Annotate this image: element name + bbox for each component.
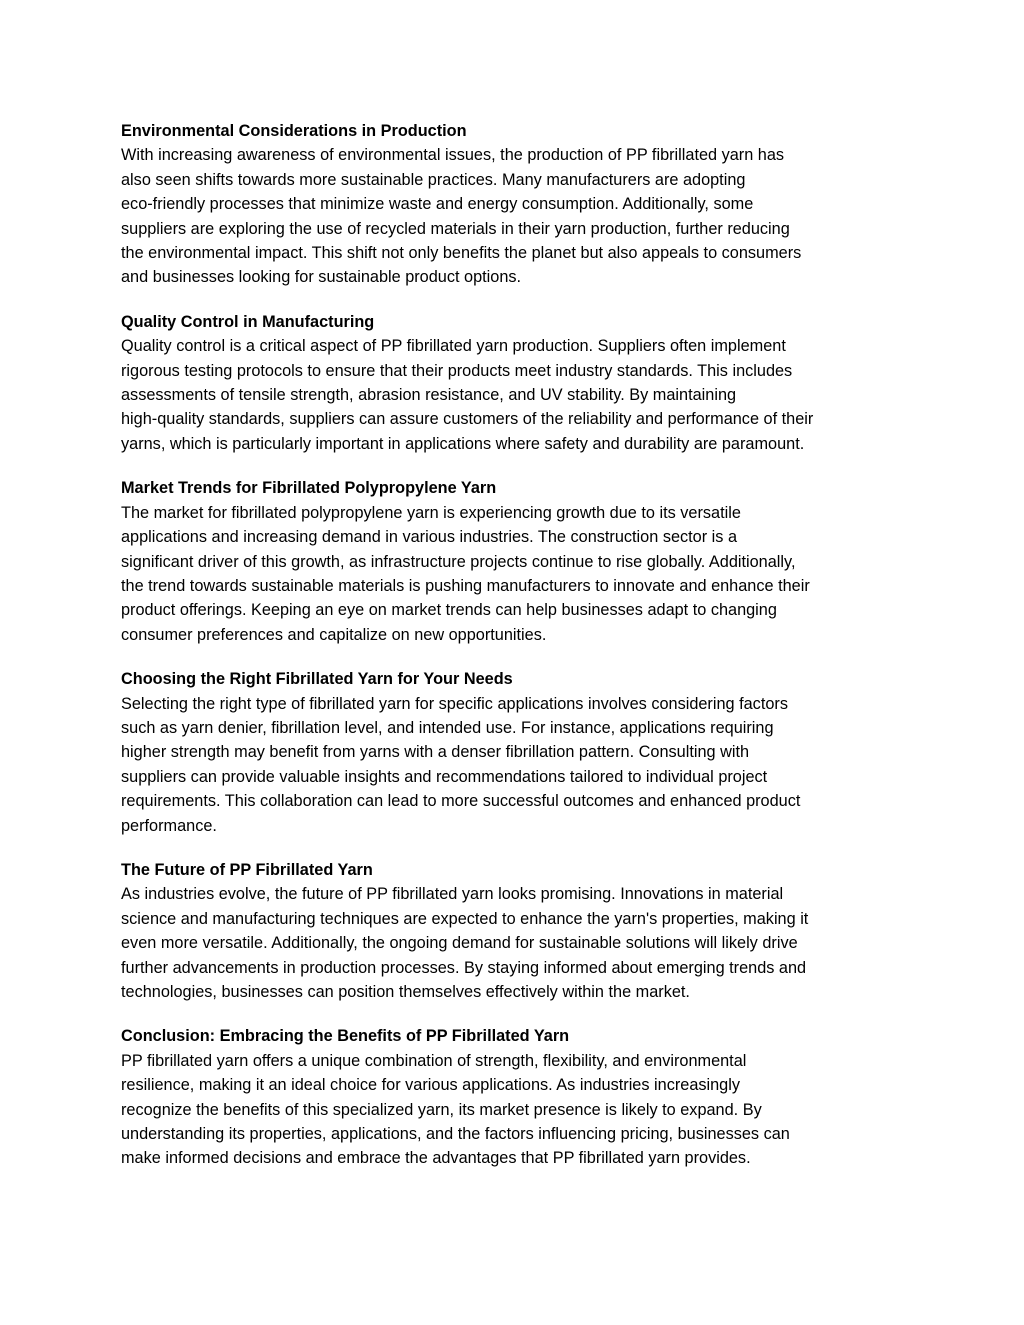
paragraph-line: such as yarn denier, fibrillation level, and intended use. For instance, applications requiring (121, 718, 774, 737)
paragraph-line: science and manufacturing techniques are expected to enhance the yarn's properties, making it (121, 909, 809, 928)
paragraph-line: significant driver of this growth, as infrastructure projects continue to rise globally. Additionally, (121, 552, 796, 571)
paragraph-line: As industries evolve, the future of PP fibrillated yarn looks promising. Innovations in material (121, 885, 784, 904)
section-heading: The Future of PP Fibrillated Yarn (121, 860, 373, 879)
section-environmental (121, 119, 911, 290)
section-heading: Choosing the Right Fibrillated Yarn for Your Needs (121, 670, 513, 689)
paragraph-line: the trend towards sustainable materials is pushing manufacturers to innovate and enhance their (121, 576, 810, 595)
paragraph-line: recognize the benefits of this specialized yarn, its market presence is likely to expand. By (121, 1100, 762, 1119)
document-page (121, 119, 911, 1191)
section-quality-control (121, 310, 911, 456)
paragraph-line: performance. (121, 816, 217, 835)
paragraph-line: further advancements in production processes. By staying informed about emerging trends and (121, 958, 807, 977)
section-future (121, 858, 911, 1004)
section-heading: Conclusion: Embracing the Benefits of PP Fibrillated Yarn (121, 1027, 570, 1046)
paragraph-line: With increasing awareness of environmental issues, the production of PP fibrillated yarn has (121, 146, 785, 165)
paragraph-line: requirements. This collaboration can lead to more successful outcomes and enhanced product (121, 792, 801, 811)
paragraph-line: suppliers are exploring the use of recycled materials in their yarn production, further reducing (121, 219, 790, 238)
paragraph-line: Quality control is a critical aspect of PP fibrillated yarn production. Suppliers often implement (121, 337, 786, 356)
paragraph-line: eco-friendly processes that minimize waste and energy consumption. Additionally, some (121, 195, 754, 214)
paragraph-line: assessments of tensile strength, abrasion resistance, and UV stability. By maintaining (121, 386, 737, 405)
paragraph-line: high-quality standards, suppliers can assure customers of the reliability and performance of their (121, 410, 814, 429)
paragraph-line: technologies, businesses can position themselves effectively within the market. (121, 983, 690, 1001)
section-heading: Environmental Considerations in Production (121, 122, 467, 140)
paragraph-line: PP fibrillated yarn offers a unique combination of strength, flexibility, and environmental (121, 1051, 747, 1070)
section-market-trends (121, 476, 911, 647)
paragraph-line: consumer preferences and capitalize on new opportunities. (121, 625, 547, 644)
paragraph-line: The market for fibrillated polypropylene yarn is experiencing growth due to its versatile (121, 503, 741, 522)
paragraph-line: also seen shifts towards more sustainable practices. Many manufacturers are adopting (121, 170, 746, 189)
paragraph-line: applications and increasing demand in various industries. The construction sector is a (121, 528, 738, 547)
paragraph-line: the environmental impact. This shift not only benefits the planet but also appeals to consumers (121, 244, 802, 263)
paragraph-line: understanding its properties, applications, and the factors influencing pricing, businesses can (121, 1125, 790, 1144)
paragraph-line: product offerings. Keeping an eye on market trends can help businesses adapt to changing (121, 601, 777, 620)
section-heading: Quality Control in Manufacturing (121, 312, 375, 331)
paragraph-line: higher strength may benefit from yarns with a denser fibrillation pattern. Consulting with (121, 743, 750, 762)
section-choosing-yarn (121, 667, 911, 838)
section-heading: Market Trends for Fibrillated Polypropylene Yarn (121, 479, 497, 498)
section-conclusion (121, 1024, 911, 1170)
paragraph-line: rigorous testing protocols to ensure that their products meet industry standards. This includes (121, 361, 793, 380)
paragraph-line: resilience, making it an ideal choice for various applications. As industries increasingly (121, 1076, 740, 1095)
paragraph-line: and businesses looking for sustainable product options. (121, 268, 522, 287)
paragraph-line: yarns, which is particularly important in applications where safety and durability are paramount. (121, 434, 805, 453)
paragraph-line: Selecting the right type of fibrillated yarn for specific applications involves considering factors (121, 694, 788, 713)
paragraph-line: make informed decisions and embrace the advantages that PP fibrillated yarn provides. (121, 1149, 751, 1168)
paragraph-line: suppliers can provide valuable insights and recommendations tailored to individual project (121, 767, 768, 786)
paragraph-line: even more versatile. Additionally, the ongoing demand for sustainable solutions will likely drive (121, 934, 798, 953)
